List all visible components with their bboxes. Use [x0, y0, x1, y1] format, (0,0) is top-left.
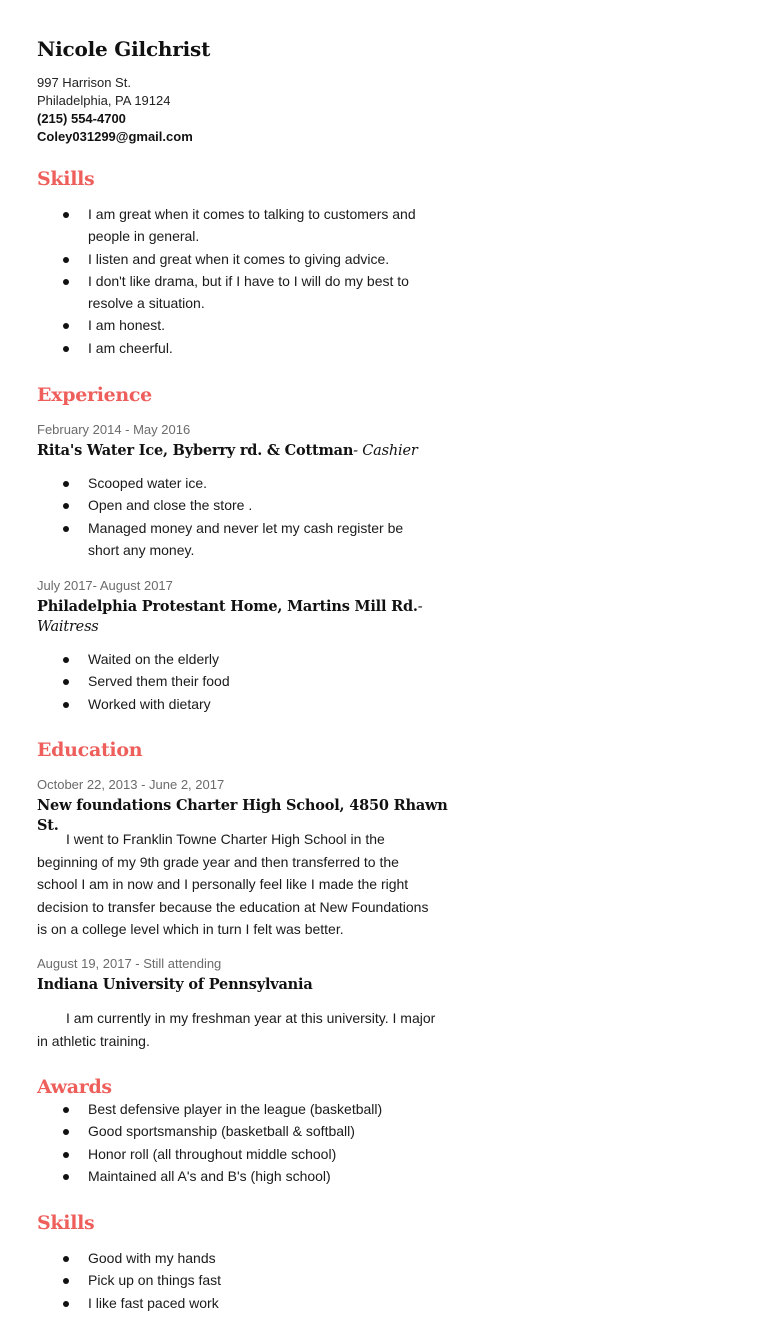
list-item: Good with my hands	[0, 1247, 418, 1269]
list-item: Open and close the store .	[0, 494, 418, 516]
school-description: I am currently in my freshman year at this university. I major in athletic training.	[37, 1010, 436, 1049]
school-description: I went to Franklin Towne Charter High School in the beginning of my 9th grade year and then transferred to the school I am in now and I personally feel like I made the right decision to transfer because the education at New Foundations is on a college level which in turn I felt was better.	[37, 831, 429, 937]
job-dates: July 2017- August 2017	[37, 578, 173, 593]
address-line-2: Philadelphia, PA 19124	[37, 93, 171, 108]
school-dates: October 22, 2013 - June 2, 2017	[37, 777, 225, 792]
list-item: Managed money and never let my cash register be short any money.	[0, 517, 418, 562]
list-item: Served them their food	[0, 670, 418, 692]
awards-list	[0, 1098, 418, 1187]
section-title-experience: Experience	[37, 384, 152, 406]
skills-list	[0, 203, 418, 359]
job-title	[37, 441, 457, 461]
job-separator: -	[353, 443, 363, 459]
list-item: Maintained all A's and B's (high school)	[0, 1165, 418, 1187]
contact-block	[37, 74, 193, 146]
list-item: I am honest.	[0, 314, 418, 336]
resume-name: Nicole Gilchrist	[37, 37, 211, 61]
skills-list-2	[0, 1247, 418, 1314]
school-name: New foundations Charter High School, 4850 Rhawn St.	[37, 797, 448, 834]
phone-number: (215) 554-4700	[37, 111, 126, 126]
list-item: I don't like drama, but if I have to I will do my best to resolve a situation.	[0, 270, 418, 315]
job-dates: February 2014 - May 2016	[37, 422, 191, 437]
section-title-skills-2: Skills	[37, 1212, 95, 1234]
address-line-1: 997 Harrison St.	[37, 75, 131, 90]
section-title-awards: Awards	[37, 1076, 112, 1098]
list-item: I am cheerful.	[0, 337, 418, 359]
email-address: Coley031299@gmail.com	[37, 129, 193, 144]
section-title-skills: Skills	[37, 168, 95, 190]
job-employer: Rita's Water Ice, Byberry rd. & Cottman	[37, 442, 354, 459]
job-role: Cashier	[362, 443, 418, 459]
section-title-education: Education	[37, 739, 143, 761]
school-name: Indiana University of Pennsylvania	[37, 976, 313, 993]
list-item: I like fast paced work	[0, 1292, 418, 1314]
list-item: Worked with dietary	[0, 693, 418, 715]
job-title	[37, 597, 457, 637]
list-item: Best defensive player in the league (basketball)	[0, 1098, 418, 1120]
school-dates: August 19, 2017 - Still attending	[37, 956, 222, 971]
list-item: I am great when it comes to talking to customers and people in general.	[0, 203, 418, 248]
job-separator: -	[417, 599, 423, 615]
list-item: Pick up on things fast	[0, 1269, 418, 1291]
list-item: Waited on the elderly	[0, 648, 418, 670]
job-role: Waitress	[37, 619, 99, 635]
job-employer: Philadelphia Protestant Home, Martins Mill Rd.	[37, 598, 418, 615]
list-item: I listen and great when it comes to giving advice.	[0, 248, 418, 270]
list-item: Good sportsmanship (basketball & softball)	[0, 1120, 418, 1142]
job-duties-list	[0, 472, 418, 561]
list-item: Scooped water ice.	[0, 472, 418, 494]
list-item: Honor roll (all throughout middle school)	[0, 1143, 418, 1165]
job-duties-list	[0, 648, 418, 715]
